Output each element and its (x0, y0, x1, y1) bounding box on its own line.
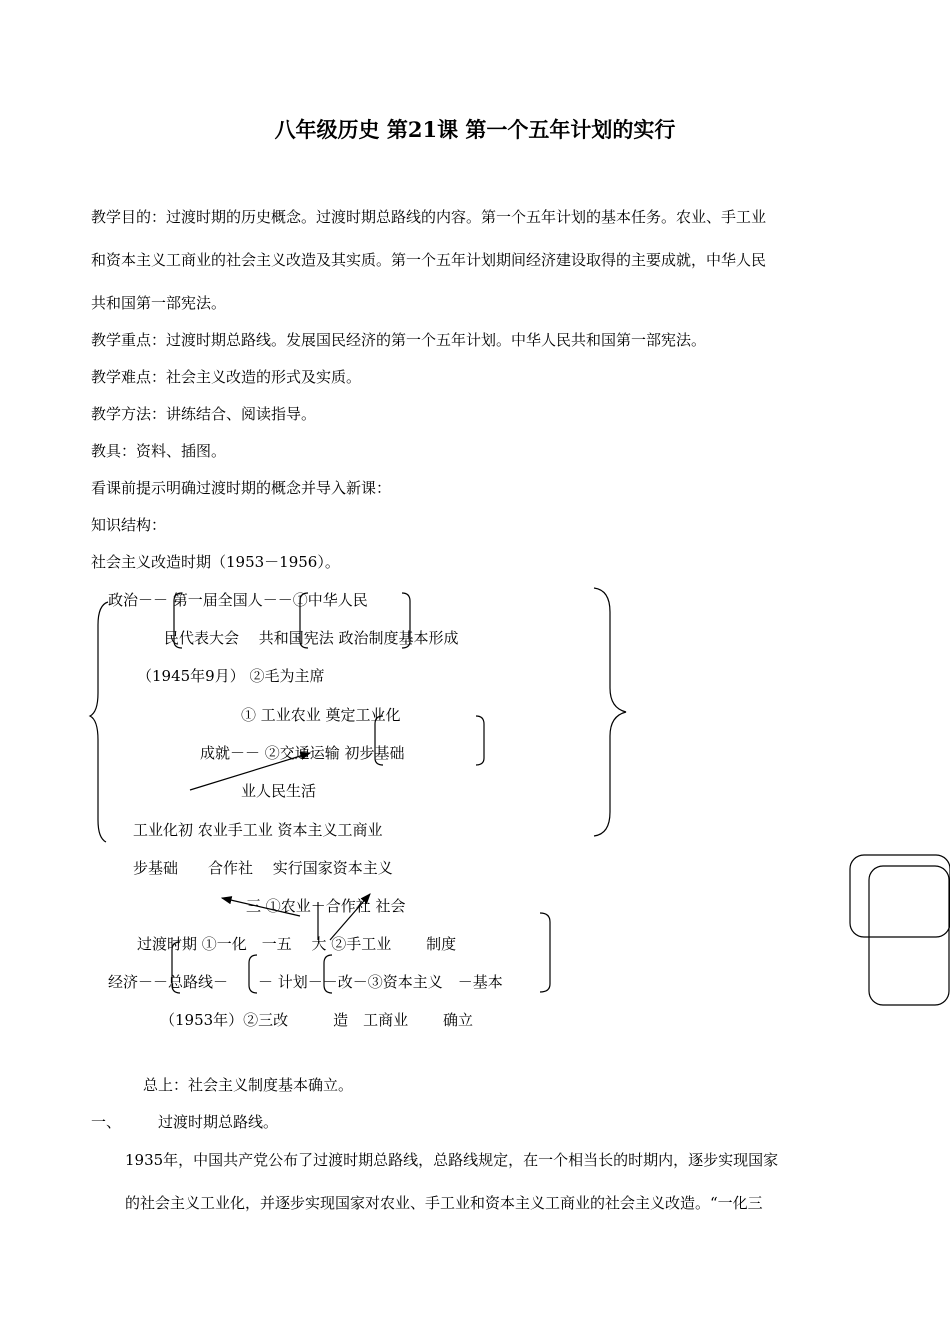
key-points: 教学重点：过渡时期总路线。发展国民经济的第一个五年计划。中华人民共和国第一部宪法。 (91, 331, 707, 349)
objective-line-2: 和资本主义工商业的社会主义改造及其实质。第一个五年计划期间经济建设取得的主要成就，中华人民 (91, 251, 767, 269)
structure-label: 知识结构： (91, 516, 167, 534)
diagram-row-cooperative: 步基础 合作社 实行国家资本主义 (133, 859, 393, 877)
diagram-row-agriculture: 三 ①农业－合作社 社会 (246, 897, 406, 915)
margin-box-back (850, 855, 950, 937)
page-title: 八年级历史 第21课 第一个五年计划的实行 (274, 117, 676, 142)
bracket-reform-right (540, 913, 550, 992)
section-paragraph-line-2: 的社会主义工业化，并逐步实现国家对农业、手工业和资本主义工商业的社会主义改造。“一化三 (125, 1194, 763, 1212)
section-heading: 过渡时期总路线。 (158, 1113, 279, 1131)
diagram-row-congress: 民代表大会 共和国宪法 政治制度基本形成 (164, 629, 459, 647)
right-curly-brace (594, 588, 626, 836)
objective-line-1: 教学目的：过渡时期的历史概念。过渡时期总路线的内容。第一个五年计划的基本任务。农业、手工业 (91, 208, 767, 226)
period-label: 社会主义改造时期（1953－1956）。 (91, 553, 340, 571)
diagram-row-achievement: 成就－－ ②交通运输 初步基础 (200, 744, 405, 762)
diagram-row-politics: 政治－－ 第一届全国人－－①中华人民 (108, 591, 368, 609)
diagram-row-transition: 过渡时期 ①一化 一五 大 ②手工业 制度 (137, 935, 457, 953)
section-paragraph-line-1: 1935年，中国共产党公布了过渡时期总路线，总路线规定，在一个相当长的时期内，逐步实现国家 (125, 1151, 779, 1169)
left-curly-brace (90, 602, 108, 842)
diagram-row-industry: ① 工业农业 奠定工业化 (241, 706, 401, 724)
margin-box-front (869, 866, 949, 1005)
difficulties: 教学难点：社会主义改造的形式及实质。 (91, 368, 362, 386)
tools: 教具：资料、插图。 (91, 442, 227, 460)
objective-line-3: 共和国第一部宪法。 (91, 294, 227, 312)
section-number: 一、 (91, 1113, 122, 1131)
methods: 教学方法：讲练结合、阅读指导。 (91, 405, 317, 423)
diagram-row-year: （1953年）②三改 造 工商业 确立 (160, 1011, 473, 1029)
lead-in: 看课前提示明确过渡时期的概念并导入新课： (91, 479, 392, 497)
summary: 总上：社会主义制度基本确立。 (143, 1076, 354, 1094)
diagram-row-livelihood: 业人民生活 (241, 782, 317, 800)
bracket-industry-right (476, 716, 484, 765)
diagram-row-foundation: 工业化初 农业手工业 资本主义工商业 (133, 821, 383, 839)
diagram-row-economy: 经济－－总路线－ － 计划－－改－③资本主义 －基本 (108, 973, 503, 991)
diagram-row-date: （1945年9月） ②毛为主席 (137, 667, 325, 685)
